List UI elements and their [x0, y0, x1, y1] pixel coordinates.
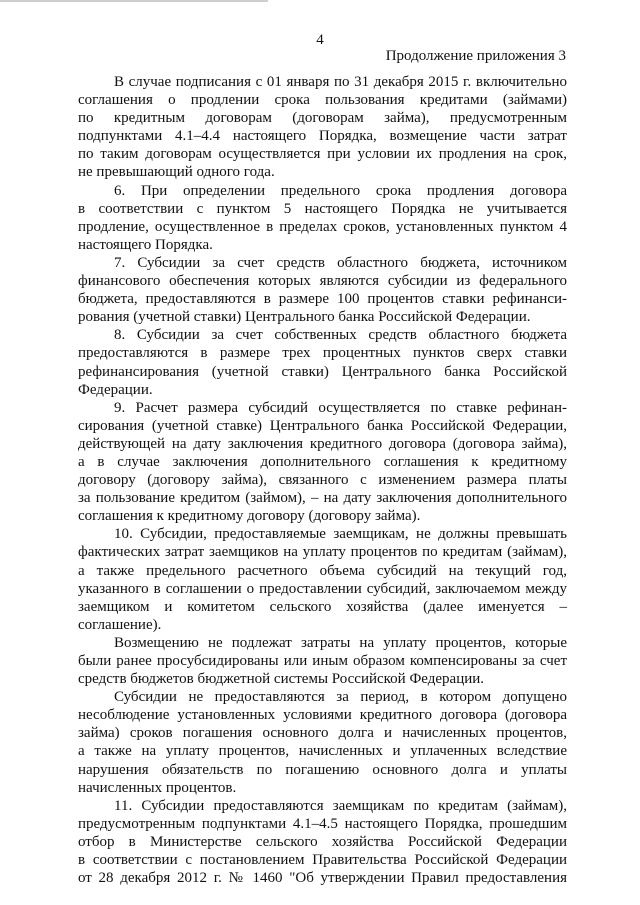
- text-line: указанного в соглашении о предоставлении субсидий, заключаемом между: [78, 580, 567, 597]
- text-line: займа) сроков погашения основного долга и начисленных процентов,: [78, 725, 567, 742]
- text-line: 8. Субсидии за счет собственных средств областного бюджета: [114, 327, 567, 344]
- paragraph: [78, 326, 567, 398]
- text-line: 6. При определении предельного срока продления договора: [114, 182, 567, 199]
- text-line: подпунктами 4.1–4.4 настоящего Порядка, возмещение части затрат: [78, 128, 567, 145]
- paragraph: [78, 73, 567, 182]
- text-line: соглашения о продлении срока пользования кредитами (займами): [78, 92, 567, 109]
- text-line: финансового обеспечения которых являются субсидии из федерального: [78, 273, 567, 290]
- text-line: действующей на дату заключения кредитного договора (договора займа),: [78, 435, 567, 452]
- text-line: Субсидии не предоставляются за период, в котором допущено: [114, 689, 567, 706]
- paragraph: [78, 254, 567, 326]
- paragraph: [78, 399, 567, 526]
- text-line: а также предельного расчетного объема субсидий на текущий год,: [78, 562, 567, 579]
- text-line: по таким договорам осуществляется при условии их продления на срок,: [78, 146, 567, 163]
- paragraph: [78, 182, 567, 254]
- text-line: нарушения обязательств по погашению основного долга и уплаты: [78, 761, 567, 778]
- appendix-continuation-header: Продолжение приложения 3: [385, 48, 566, 64]
- text-line: предоставляются в размере трех процентных пунктов сверх ставки: [78, 345, 567, 362]
- text-line: предусмотренным подпунктами 4.1–4.5 настоящего Порядка, прошедшим: [78, 815, 567, 832]
- text-line: по кредитным договорам (договорам займа), предусмотренным: [78, 110, 567, 127]
- text-line: соглашения к кредитному договору (договору займа).: [78, 508, 421, 525]
- text-line: сирования (учетной ставке) Центрального банка Российской Федерации,: [78, 417, 567, 434]
- text-line: 9. Расчет размера субсидий осуществляется по ставке рефинан-: [114, 399, 567, 416]
- text-line: рования (учетной ставки) Центрального банка Российской Федерации.: [78, 309, 531, 326]
- paragraph: [78, 525, 567, 634]
- document-body: [78, 73, 567, 887]
- text-line: 11. Субсидии предоставляются заемщикам по кредитам (займам),: [114, 797, 567, 814]
- text-line: а в случае заключения дополнительного соглашения к кредитному: [78, 453, 567, 470]
- text-line: настоящего Порядка.: [78, 236, 213, 253]
- text-line: от 28 декабря 2012 г. № 1460 "Об утверждении Правил предоставления: [78, 870, 567, 887]
- paragraph: [78, 634, 567, 688]
- text-line: Федерации.: [78, 381, 153, 398]
- text-line: продление, осуществленное в пределах сроков, установленных пунктом 4: [78, 218, 567, 235]
- text-line: несоблюдение установленных условиями кредитного договора (договора: [78, 707, 567, 724]
- paragraph: [78, 797, 567, 887]
- text-line: в соответствии с пунктом 5 настоящего Порядка не учитывается: [78, 200, 567, 217]
- text-line: бюджета, предоставляются в размере 100 процентов ставки рефинанси-: [78, 291, 567, 308]
- text-line: соглашение).: [78, 616, 162, 633]
- text-line: за пользование кредитом (займом), – на дату заключения дополнительного: [78, 490, 567, 507]
- text-line: 7. Субсидии за счет средств областного бюджета, источником: [114, 254, 567, 271]
- text-line: отбор в Министерстве сельского хозяйства Российской Федерации: [78, 833, 567, 850]
- top-edge-line: [0, 0, 268, 2]
- text-line: Возмещению не подлежат затраты на уплату процентов, которые: [114, 634, 567, 651]
- paragraph: [78, 688, 567, 797]
- text-line: В случае подписания с 01 января по 31 декабря 2015 г. включительно: [114, 74, 567, 90]
- text-line: начисленных процентов.: [78, 779, 237, 796]
- text-line: договору (договору займа), связанного с изменением размера платы: [78, 472, 567, 489]
- text-line: в соответствии с постановлением Правительства Российской Федерации: [78, 852, 567, 869]
- text-line: фактических затрат заемщиков на уплату процентов по кредитам (займам),: [78, 544, 567, 561]
- text-line: а также на уплату процентов, начисленных и уплаченных вследствие: [78, 743, 567, 760]
- text-line: не превышающий одного года.: [78, 164, 275, 181]
- text-line: средств бюджетов бюджетной системы Российской Федерации.: [78, 671, 485, 688]
- text-line: 10. Субсидии, предоставляемые заемщикам, не должны превышать: [114, 526, 567, 543]
- text-line: рефинансирования (учетной ставки) Центрального банка Российской: [78, 363, 567, 380]
- text-line: были ранее просубсидированы или иным образом компенсированы за счет: [78, 653, 567, 669]
- text-line: заемщиком и комитетом сельского хозяйства (далее именуется –: [78, 598, 567, 615]
- page-number: 4: [316, 32, 324, 48]
